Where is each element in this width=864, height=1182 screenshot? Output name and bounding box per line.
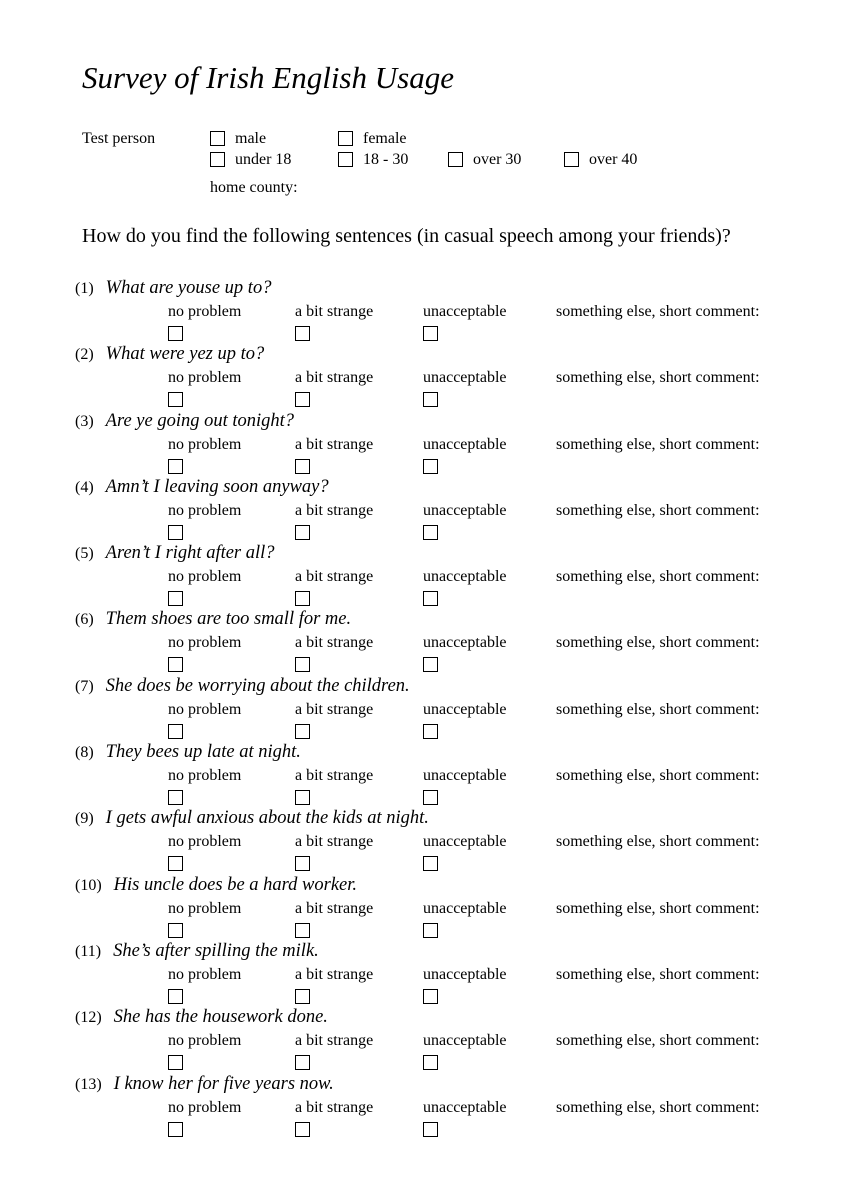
survey-item (75, 1073, 824, 1140)
item-sentence: What were yez up to? (105, 344, 265, 365)
unacceptable-checkbox[interactable] (423, 856, 438, 871)
comment-option (556, 899, 824, 938)
a-bit-strange-option (295, 1031, 423, 1070)
item-options (168, 1098, 824, 1137)
unacceptable-label: unacceptable (423, 501, 507, 519)
a-bit-strange-label: a bit strange (295, 899, 374, 917)
item-number: (4) (75, 478, 94, 496)
no-problem-label: no problem (168, 1032, 242, 1050)
no-problem-option (168, 1031, 295, 1070)
unacceptable-option (423, 567, 556, 606)
item-number: (12) (75, 1009, 102, 1027)
no-problem-option (168, 700, 295, 739)
a-bit-strange-label: a bit strange (295, 369, 374, 387)
test-person-options (210, 128, 637, 170)
item-sentence: She has the housework done. (113, 1007, 328, 1028)
over-40-option (564, 151, 637, 169)
unacceptable-label: unacceptable (423, 700, 507, 718)
age-row (210, 149, 637, 170)
item-number: (7) (75, 677, 94, 695)
a-bit-strange-label: a bit strange (295, 634, 374, 652)
male-checkbox[interactable] (210, 131, 225, 146)
item-options (168, 567, 824, 606)
unacceptable-option (423, 435, 556, 474)
a-bit-strange-option (295, 899, 423, 938)
no-problem-label: no problem (168, 833, 242, 851)
comment-label: something else, short comment: (556, 833, 760, 851)
a-bit-strange-label: a bit strange (295, 303, 374, 320)
item-head (75, 808, 824, 832)
comment-label: something else, short comment: (556, 1032, 760, 1050)
a-bit-strange-label: a bit strange (295, 965, 374, 983)
unacceptable-checkbox[interactable] (423, 657, 438, 672)
over-40-label: over 40 (589, 150, 638, 168)
unacceptable-label: unacceptable (423, 965, 507, 983)
unacceptable-checkbox[interactable] (423, 989, 438, 1004)
a-bit-strange-checkbox[interactable] (295, 856, 310, 871)
item-head (75, 1074, 824, 1098)
unacceptable-label: unacceptable (423, 1098, 507, 1116)
no-problem-option (168, 832, 295, 871)
18-30-label: 18 - 30 (363, 150, 409, 168)
a-bit-strange-option (295, 633, 423, 672)
item-head (75, 676, 824, 700)
comment-option (556, 633, 824, 672)
male-label: male (235, 129, 267, 147)
a-bit-strange-checkbox[interactable] (295, 392, 310, 407)
a-bit-strange-checkbox[interactable] (295, 989, 310, 1004)
no-problem-label: no problem (168, 634, 242, 652)
a-bit-strange-checkbox[interactable] (295, 591, 310, 606)
unacceptable-label: unacceptable (423, 767, 507, 785)
item-sentence: She does be worrying about the children. (105, 675, 410, 696)
no-problem-option (168, 766, 295, 805)
no-problem-option (168, 965, 295, 1004)
no-problem-checkbox[interactable] (168, 1055, 183, 1070)
a-bit-strange-checkbox[interactable] (295, 1055, 310, 1070)
test-person-section (82, 128, 824, 170)
survey-item (75, 874, 824, 941)
unacceptable-checkbox[interactable] (423, 724, 438, 739)
comment-option (556, 435, 824, 474)
no-problem-label: no problem (168, 568, 242, 586)
unacceptable-label: unacceptable (423, 568, 507, 586)
a-bit-strange-label: a bit strange (295, 568, 374, 586)
comment-label: something else, short comment: (556, 634, 760, 652)
unacceptable-checkbox[interactable] (423, 1055, 438, 1070)
item-number: (8) (75, 744, 94, 762)
a-bit-strange-option (295, 1098, 423, 1137)
comment-option (556, 832, 824, 871)
comment-label: something else, short comment: (556, 899, 760, 917)
unacceptable-option (423, 302, 556, 341)
item-head (75, 411, 824, 435)
no-problem-label: no problem (168, 767, 242, 785)
a-bit-strange-option (295, 368, 423, 407)
no-problem-checkbox[interactable] (168, 591, 183, 606)
comment-option (556, 567, 824, 606)
unacceptable-checkbox[interactable] (423, 1122, 438, 1137)
survey-item (75, 609, 824, 675)
item-number: (10) (75, 876, 102, 894)
a-bit-strange-option (295, 302, 423, 341)
a-bit-strange-checkbox[interactable] (295, 525, 310, 540)
a-bit-strange-option (295, 567, 423, 606)
survey-items (75, 278, 824, 1140)
no-problem-option (168, 302, 295, 341)
home-county-label: home county: (210, 179, 298, 196)
unacceptable-option (423, 766, 556, 805)
unacceptable-checkbox[interactable] (423, 790, 438, 805)
unacceptable-option (423, 965, 556, 1004)
female-label: female (363, 129, 407, 147)
under-18-label: under 18 (235, 150, 292, 168)
a-bit-strange-option (295, 965, 423, 1004)
female-checkbox[interactable] (338, 131, 353, 146)
comment-option (556, 700, 824, 739)
survey-item (75, 742, 824, 808)
test-person-label: Test person (82, 130, 156, 147)
item-sentence: They bees up late at night. (105, 742, 301, 763)
unacceptable-option (423, 633, 556, 672)
item-sentence: Aren’t I right after all? (105, 543, 275, 564)
a-bit-strange-checkbox[interactable] (295, 790, 310, 805)
item-sentence: Them shoes are too small for me. (105, 609, 352, 630)
item-number: (11) (75, 942, 102, 960)
unacceptable-checkbox[interactable] (423, 525, 438, 540)
no-problem-option (168, 1098, 295, 1137)
survey-item (75, 940, 824, 1007)
unacceptable-checkbox[interactable] (423, 923, 438, 938)
a-bit-strange-checkbox[interactable] (295, 923, 310, 938)
under-18-option (210, 151, 338, 169)
unacceptable-label: unacceptable (423, 1032, 507, 1050)
comment-option (556, 368, 824, 407)
item-number: (2) (75, 346, 94, 364)
no-problem-checkbox[interactable] (168, 326, 183, 341)
a-bit-strange-checkbox[interactable] (295, 1122, 310, 1137)
over-30-option (448, 151, 564, 169)
item-options (168, 501, 824, 540)
comment-label: something else, short comment: (556, 568, 760, 586)
page-title: Survey of Irish English Usage (82, 60, 454, 95)
a-bit-strange-label: a bit strange (295, 833, 374, 851)
item-sentence: What are youse up to? (105, 278, 272, 298)
unacceptable-label: unacceptable (423, 303, 507, 320)
unacceptable-checkbox[interactable] (423, 591, 438, 606)
survey-item (75, 278, 824, 344)
no-problem-checkbox[interactable] (168, 657, 183, 672)
unacceptable-option (423, 832, 556, 871)
unacceptable-label: unacceptable (423, 369, 507, 387)
unacceptable-label: unacceptable (423, 899, 507, 917)
18-30-checkbox[interactable] (338, 152, 353, 167)
no-problem-checkbox[interactable] (168, 923, 183, 938)
no-problem-label: no problem (168, 501, 242, 519)
survey-item (75, 344, 824, 410)
item-head (75, 278, 824, 302)
comment-option (556, 1031, 824, 1070)
comment-label: something else, short comment: (556, 1098, 760, 1116)
item-number: (13) (75, 1075, 102, 1093)
item-sentence: I know her for five years now. (113, 1073, 334, 1094)
survey-item (75, 1007, 824, 1073)
comment-label: something else, short comment: (556, 369, 760, 387)
unacceptable-option (423, 368, 556, 407)
18-30-option (338, 151, 448, 169)
unacceptable-checkbox[interactable] (423, 392, 438, 407)
item-sentence: Amn’t I leaving soon anyway? (105, 476, 329, 497)
comment-label: something else, short comment: (556, 965, 760, 983)
a-bit-strange-label: a bit strange (295, 1032, 374, 1050)
unacceptable-option (423, 899, 556, 938)
no-problem-checkbox[interactable] (168, 989, 183, 1004)
comment-label: something else, short comment: (556, 700, 760, 718)
over-30-label: over 30 (473, 150, 522, 168)
survey-item (75, 675, 824, 742)
item-head (75, 609, 824, 633)
comment-option (556, 766, 824, 805)
item-options (168, 965, 824, 1004)
item-options (168, 302, 824, 341)
a-bit-strange-option (295, 501, 423, 540)
unacceptable-option (423, 1098, 556, 1137)
survey-question: How do you find the following sentences (in casual speech among your friends)? (82, 225, 731, 247)
survey-item (75, 476, 824, 543)
survey-item (75, 410, 824, 477)
no-problem-checkbox[interactable] (168, 459, 183, 474)
comment-label: something else, short comment: (556, 501, 760, 519)
a-bit-strange-option (295, 766, 423, 805)
survey-item (75, 543, 824, 609)
unacceptable-label: unacceptable (423, 435, 507, 453)
item-options (168, 700, 824, 739)
item-head (75, 477, 824, 501)
no-problem-option (168, 435, 295, 474)
item-options (168, 435, 824, 474)
no-problem-checkbox[interactable] (168, 392, 183, 407)
comment-option (556, 1098, 824, 1137)
a-bit-strange-label: a bit strange (295, 435, 374, 453)
item-number: (9) (75, 810, 94, 828)
item-number: (1) (75, 280, 94, 297)
item-sentence: I gets awful anxious about the kids at night. (105, 808, 429, 829)
no-problem-checkbox[interactable] (168, 525, 183, 540)
comment-label: something else, short comment: (556, 303, 760, 320)
female-option (338, 130, 448, 148)
a-bit-strange-label: a bit strange (295, 767, 374, 785)
unacceptable-label: unacceptable (423, 634, 507, 652)
item-options (168, 899, 824, 938)
no-problem-label: no problem (168, 303, 242, 320)
survey-item (75, 808, 824, 874)
item-options (168, 766, 824, 805)
a-bit-strange-option (295, 832, 423, 871)
a-bit-strange-checkbox[interactable] (295, 724, 310, 739)
unacceptable-checkbox[interactable] (423, 459, 438, 474)
item-options (168, 633, 824, 672)
item-head (75, 543, 824, 567)
no-problem-option (168, 368, 295, 407)
a-bit-strange-checkbox[interactable] (295, 326, 310, 341)
comment-option (556, 965, 824, 1004)
item-head (75, 1007, 824, 1031)
item-sentence: His uncle does be a hard worker. (113, 874, 358, 895)
a-bit-strange-label: a bit strange (295, 501, 374, 519)
no-problem-label: no problem (168, 700, 242, 718)
no-problem-checkbox[interactable] (168, 724, 183, 739)
item-sentence: She’s after spilling the milk. (113, 940, 319, 961)
comment-option (556, 302, 824, 341)
no-problem-label: no problem (168, 369, 242, 387)
item-number: (3) (75, 412, 94, 430)
no-problem-label: no problem (168, 1098, 242, 1116)
a-bit-strange-label: a bit strange (295, 1098, 374, 1116)
comment-option (556, 501, 824, 540)
gender-row (210, 128, 637, 149)
over-30-checkbox[interactable] (448, 152, 463, 167)
no-problem-checkbox[interactable] (168, 790, 183, 805)
item-head (75, 941, 824, 965)
a-bit-strange-option (295, 700, 423, 739)
item-options (168, 368, 824, 407)
item-sentence: Are ye going out tonight? (105, 410, 295, 431)
unacceptable-option (423, 1031, 556, 1070)
unacceptable-checkbox[interactable] (423, 326, 438, 341)
no-problem-option (168, 501, 295, 540)
no-problem-option (168, 899, 295, 938)
item-number: (5) (75, 545, 94, 563)
item-options (168, 1031, 824, 1070)
a-bit-strange-checkbox[interactable] (295, 657, 310, 672)
unacceptable-option (423, 501, 556, 540)
item-head (75, 875, 824, 899)
no-problem-checkbox[interactable] (168, 1122, 183, 1137)
a-bit-strange-checkbox[interactable] (295, 459, 310, 474)
unacceptable-label: unacceptable (423, 833, 507, 851)
item-options (168, 832, 824, 871)
no-problem-option (168, 567, 295, 606)
male-option (210, 130, 338, 148)
item-number: (6) (75, 611, 94, 629)
comment-label: something else, short comment: (556, 435, 760, 453)
no-problem-option (168, 633, 295, 672)
item-head (75, 742, 824, 766)
no-problem-label: no problem (168, 965, 242, 983)
item-head (75, 344, 824, 368)
a-bit-strange-option (295, 435, 423, 474)
comment-label: something else, short comment: (556, 767, 760, 785)
no-problem-label: no problem (168, 435, 242, 453)
over-40-checkbox[interactable] (564, 152, 579, 167)
under-18-checkbox[interactable] (210, 152, 225, 167)
a-bit-strange-label: a bit strange (295, 700, 374, 718)
unacceptable-option (423, 700, 556, 739)
no-problem-label: no problem (168, 899, 242, 917)
no-problem-checkbox[interactable] (168, 856, 183, 871)
